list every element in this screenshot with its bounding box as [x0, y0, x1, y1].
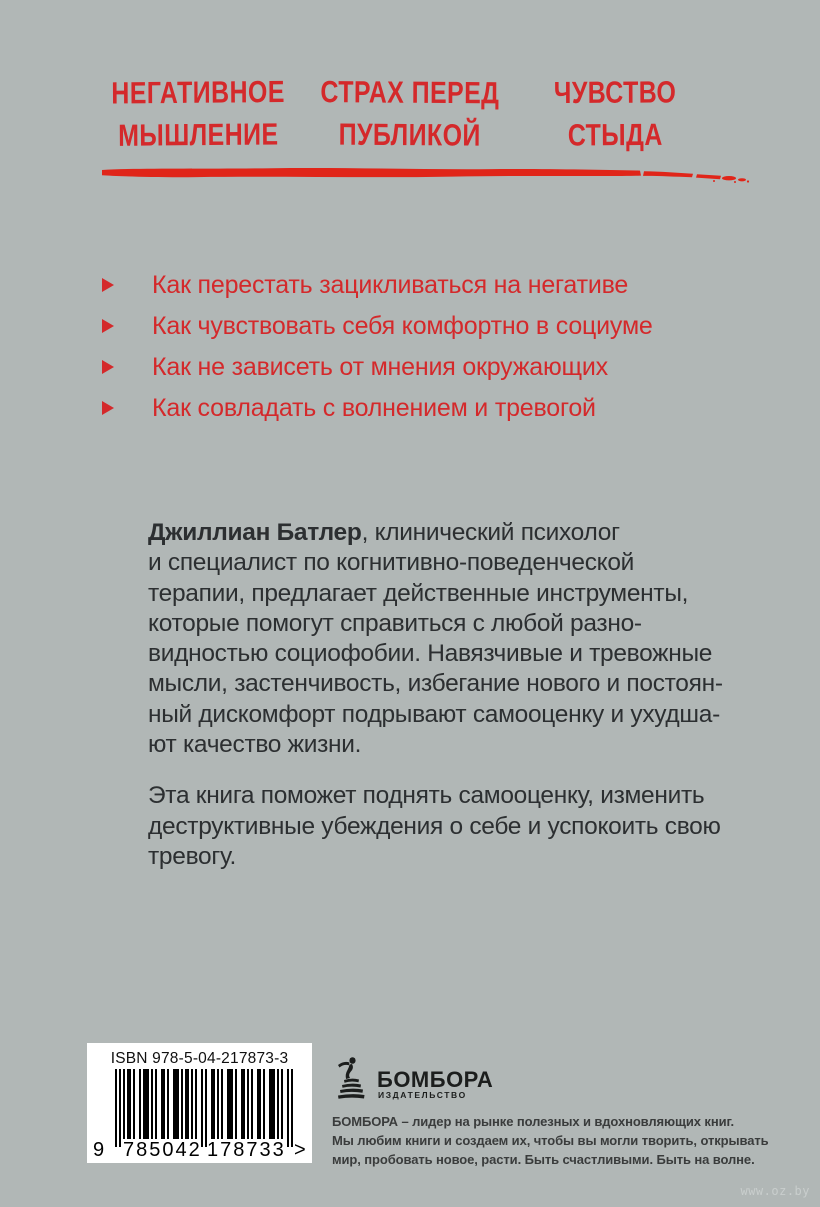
triangle-bullet-icon: [102, 319, 114, 333]
description-line: которые помогут справиться с любой разно-: [148, 609, 642, 637]
paragraph-promise: [148, 781, 723, 872]
barcode-digit-first: 9: [93, 1139, 105, 1161]
benefit-text: Как совладать с волнением и тревогой: [152, 393, 596, 422]
tagline-line: Мы любим книги и создаем их, чтобы вы могли творить, открывать: [332, 1133, 769, 1148]
description-line: [148, 518, 723, 548]
benefit-item: [102, 395, 653, 421]
triangle-bullet-icon: [102, 401, 114, 415]
benefit-text: Как перестать зацикливаться на негативе: [152, 270, 629, 299]
triangle-bullet-icon: [102, 278, 114, 292]
paragraph-author: [148, 518, 723, 760]
author-name: Джиллиан Батлер: [148, 519, 362, 546]
publisher-block: [332, 1055, 782, 1185]
publisher-tagline: [332, 1112, 769, 1169]
header-line: СТРАХ ПЕРЕД: [320, 75, 500, 111]
publisher-subtitle: ИЗДАТЕЛЬСТВО: [378, 1090, 467, 1100]
description-line: видностью социофобии. Навязчивые и тревожные: [148, 640, 713, 668]
benefit-text: Как не зависеть от мнения окружающих: [152, 352, 608, 381]
triangle-bullet-icon: [102, 360, 114, 374]
description-line: ют качество жизни.: [148, 731, 362, 759]
pain-point-shame: [520, 71, 710, 157]
benefit-item: [102, 313, 653, 339]
description-line: и специалист по когнитивно-поведенческой: [148, 549, 635, 577]
description-line: деструктивные убеждения о себе и успокоить свою: [148, 812, 721, 840]
header-line: СТЫДА: [567, 118, 663, 153]
header-line: НЕГАТИВНОЕ: [111, 75, 285, 111]
description-line: ный дискомфорт подрывают самооценку и ухудша-: [148, 700, 720, 728]
description-line: тревогу.: [148, 842, 236, 870]
ean13-barcode: [115, 1069, 293, 1147]
isbn-number: ISBN 978-5-04-217873-3: [110, 1050, 289, 1067]
isbn-barcode-box: [87, 1043, 312, 1163]
description-text: , клинический психолог: [361, 519, 620, 546]
pain-point-negative-thinking: [103, 71, 293, 157]
header-line: МЫШЛЕНИЕ: [118, 117, 279, 154]
barcode-digit-group: 785042: [123, 1139, 202, 1161]
description-line: мысли, застенчивость, избегание нового и постоян-: [148, 670, 723, 698]
header-line: ПУБЛИКОЙ: [338, 118, 481, 154]
tagline-line: БОМБОРА – лидер на рынке полезных и вдохновляющих книг.: [332, 1114, 735, 1129]
pain-point-public-fear: [315, 71, 505, 157]
description-line: терапии, предлагает действенные инструменты,: [148, 579, 689, 607]
benefit-item: [102, 272, 653, 298]
tagline-line: мир, пробовать новое, расти. Быть счастливыми. Быть на волне.: [332, 1152, 755, 1167]
barcode-digit-group: 178733: [207, 1139, 286, 1161]
benefit-text: Как чувствовать себя комфортно в социуме: [152, 311, 653, 340]
barcode-digits: [87, 1139, 312, 1161]
benefit-item: [102, 354, 653, 380]
description-line: Эта книга поможет поднять самооценку, изменить: [148, 782, 705, 810]
book-description: [148, 518, 723, 872]
barcode-end-mark: >: [294, 1139, 306, 1161]
red-brush-stroke: [92, 161, 752, 188]
oz-by-watermark: www.oz.by: [740, 1184, 810, 1198]
benefits-list: [102, 272, 653, 436]
header-line: ЧУВСТВО: [553, 75, 677, 111]
bombora-surfer-logo-icon: [336, 1056, 366, 1102]
publisher-name: БОМБОРА: [377, 1067, 494, 1092]
